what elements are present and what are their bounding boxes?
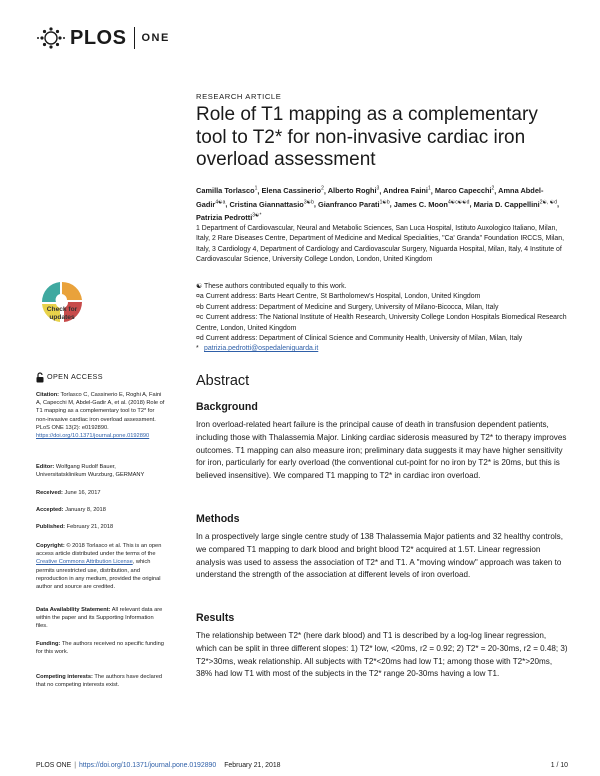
journal-logo[interactable]	[36, 24, 170, 52]
background-heading: Background	[196, 401, 258, 413]
plos-dots-icon	[36, 26, 66, 50]
author[interactable]: Maria D. Cappellini$^{2☯, ☯d}$	[473, 199, 558, 209]
author[interactable]: Andrea Faini$^1$	[383, 186, 431, 196]
citation-doi-link[interactable]: https://doi.org/10.1371/journal.pone.0192890	[36, 433, 150, 440]
methods-text: In a prospectively large single centre study of 138 Thalassemia Major patients and 32 healthy controls, we compared T1 mapping to dark blood and bright blood T2* acquired at 1.5T. Linear regression analysis was used to assess the association of T2* and T1. A "moving window" approach was taken to understand the strength of the association at different levels of iron overload.	[196, 532, 563, 580]
author[interactable]: Cristina Giannattasio$^{3☯b}$	[229, 199, 314, 209]
journal-brand: PLOS	[70, 26, 127, 49]
license-link[interactable]: Creative Commons Attribution License	[36, 559, 133, 566]
note-line: ¤c Current address: The National Institute of Health Research, University College London Hospitals Biomedical Research Centre, London, United Kingdom	[196, 314, 567, 332]
author[interactable]: Alberto Roghi$^3$	[327, 186, 380, 196]
corresponding-email-line: * patrizia.pedrotti@ospedaleniguarda.it	[196, 345, 319, 353]
copyright-block: Copyright: © 2018 Torlasco et al. This is an open access article distributed under the terms of the Creative Commons Attribution License, which permits unrestricted use, distribution, and reproduction in any medium, provided the original author and source are credited.	[36, 543, 162, 591]
note-line: ¤d Current address: Department of Clinical Science and Community Health, University of Milan, Milan, Italy	[196, 335, 523, 343]
author[interactable]: James C. Moon$^{4☯c☯☯d}$	[393, 199, 470, 209]
author[interactable]: Gianfranco Parati$^{1☯b}$	[317, 199, 390, 209]
journal-sub: ONE	[141, 32, 170, 44]
author[interactable]: Amna Abdel-Gadir$^{4☯a}$	[196, 186, 544, 209]
footer-separator: |	[74, 762, 77, 769]
open-access-label: OPEN ACCESS	[47, 372, 103, 382]
data-availability-block: Data Availability Statement: All relevant data are within the paper and its Supporting Information files.	[36, 607, 163, 630]
results-heading: Results	[196, 612, 235, 624]
received-date: Received: June 16, 2017	[36, 490, 101, 496]
results-text: The relationship between T2* (here dark blood) and T1 is described by a log-log linear regression, which can be split in three different slopes: 1) T2* low, <20ms, r2 = 0.92; 2) T2* = 20-30ms, r2 = 0.48; 3) T2*>30ms, weak relationship. All subjects with T2*<20ms had low T1; among those with T2*>20ms, 38% had low T1 with most of the subjects in the T2* range 20-30ms having a low T1.	[196, 631, 568, 679]
citation-block: Citation: Torlasco C, Cassinerio E, Roghi A, Faini A, Capecchi M, Abdel-Gadir A, et al. (2018) Role of T1 mapping as a complementary tool to T2* for non-invasive cardiac iron overload assessment. PLoS ONE 13(2): e0192890. https://doi.org/10.1371/journal.pone.0192890	[36, 392, 165, 440]
check-for-updates-label[interactable]: Check for updates	[46, 306, 78, 321]
author[interactable]: Patrizia Pedrotti$^{3☯*}$	[196, 212, 262, 222]
accepted-date: Accepted: January 8, 2018	[36, 507, 106, 513]
note-line: ¤a Current address: Barts Heart Centre, St Bartholomew's Hospital, London, United Kingdom	[196, 293, 481, 301]
note-line: ¤b Current address: Department of Medicine and Surgery, University of Milano-Bicocca, Milan, Italy	[196, 303, 499, 311]
methods-heading: Methods	[196, 513, 240, 525]
funding-block: Funding: The authors received no specific funding for this work.	[36, 641, 164, 656]
author[interactable]: Elena Cassinerio$^2$	[261, 186, 324, 196]
competing-interests-block: Competing interests: The authors have declared that no competing interests exist.	[36, 674, 163, 689]
author-list: Camilla Torlasco$^1$, Elena Cassinerio$^2$, Alberto Roghi$^3$, Andrea Faini$^1$, Marco Capecchi$^2$, Amna Abdel-Gadir$^{4☯a}$, Cristina Giannattasio$^{3☯b}$, Gianfranco Parati$^{1☯b}$, James C. Moon$^{4☯c☯☯d}$, Maria D. Cappellini$^{2☯, ☯d}$, Patrizia Pedrotti$^{3☯*}$	[196, 186, 560, 222]
abstract-heading: Abstract	[196, 373, 250, 389]
article-type: RESEARCH ARTICLE	[196, 92, 282, 101]
footer-date: February 21, 2018	[224, 762, 281, 769]
author[interactable]: Camilla Torlasco$^1$	[196, 186, 258, 196]
page-footer	[36, 762, 568, 769]
article-title: Role of T1 mapping as a complementary tool to T2* for non-invasive cardiac iron overload assessment	[196, 104, 538, 170]
author[interactable]: Marco Capecchi$^2$	[434, 186, 495, 196]
open-access-badge	[36, 372, 166, 383]
note-line: ☯ These authors contributed equally to this work.	[196, 283, 347, 290]
published-date: Published: February 21, 2018	[36, 524, 114, 530]
footer-journal: PLOS ONE	[36, 762, 72, 769]
editor-block: Editor: Wolfgang Rudolf Bauer, Universitatsklinikum Wurzburg, GERMANY	[36, 464, 145, 479]
footer-doi-link[interactable]: https://doi.org/10.1371/journal.pone.0192890	[79, 762, 217, 769]
background-text: Iron overload-related heart failure is the principal cause of death in transfusion dependent patients, including those with Thalassemia Major. Linking cardiac siderosis measured by T2* to therapy improves outcomes. T1 mapping can also measure iron; preliminary data suggests it may have higher sensitivity for iron, particularly for early overload (the conventional cut-point for no iron by T2* is 20ms, but this is believed insensitive). We compared T1 mapping to T2* in cardiac iron overload.	[196, 420, 567, 481]
affiliations: 1 Department of Cardiovascular, Neural and Metabolic Sciences, San Luca Hospital, Istituto Auxologico Italiano, Milan, Italy, 2 Rare Diseases Centre, Department of Medicine and Medical Specialities, "Ca' Granda" Foundation IRCCS, Milan, Italy, 3 Cardiology 4, Department of Cardiology and Cardiovascular Surgery, Niguarda Hospital, Milan, Italy, 4 Institute of Cardiovascular Science, University College London, London, United Kingdom	[196, 225, 565, 264]
author-notes	[196, 282, 568, 355]
open-lock-icon	[36, 372, 44, 383]
page-number: 1 / 10	[550, 762, 568, 769]
logo-divider	[134, 27, 135, 49]
corresponding-email-link[interactable]: patrizia.pedrotti@ospedaleniguarda.it	[204, 345, 319, 353]
